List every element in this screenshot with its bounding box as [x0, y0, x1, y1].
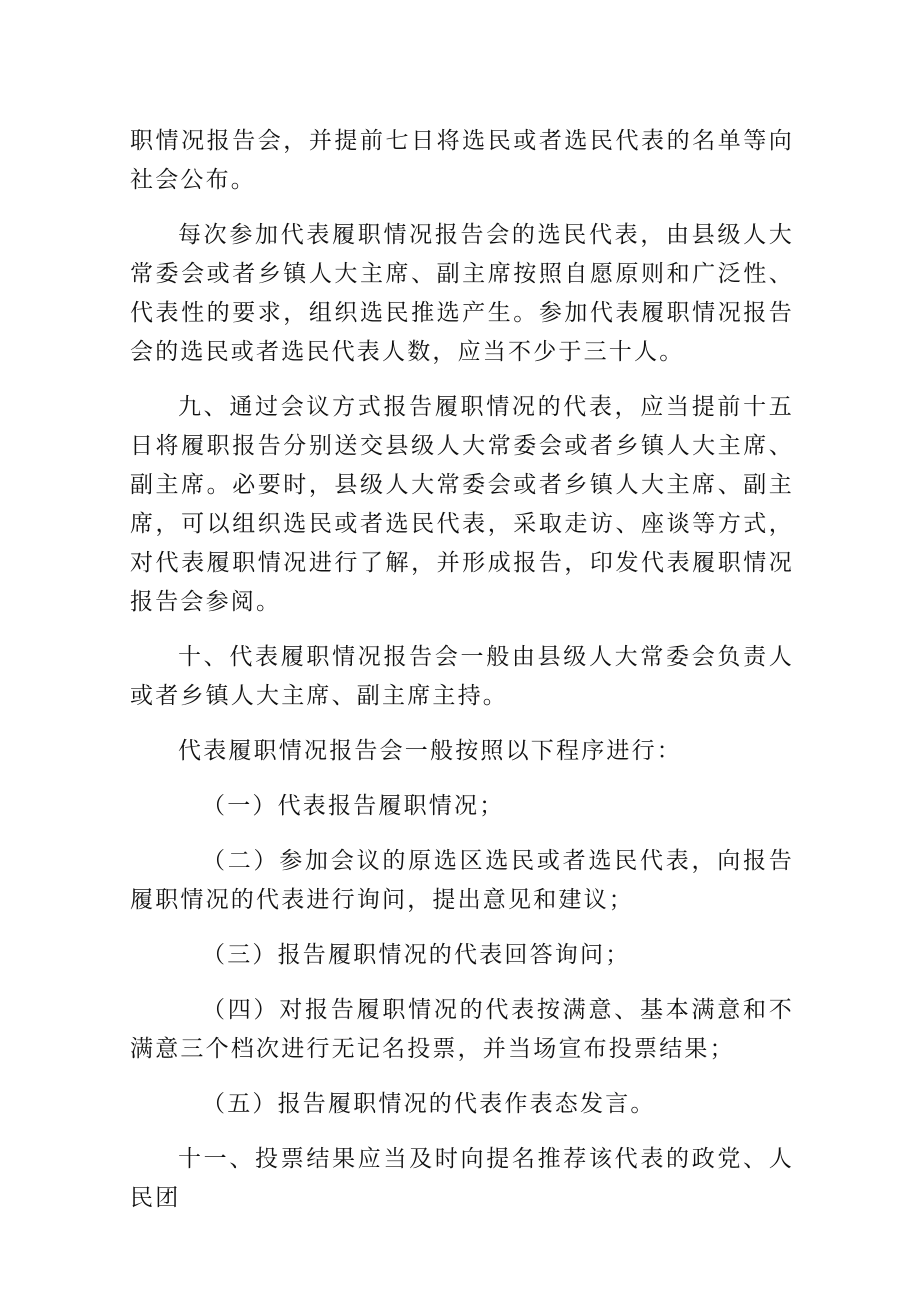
- paragraph-procedure-item-3: （三）报告履职情况的代表回答询问；: [202, 942, 631, 968]
- paragraph-article-11: 十一、投票结果应当及时向提名推荐该代表的政党、人民团: [130, 1146, 794, 1211]
- paragraph-procedure-item-1: （一）代表报告履职情况；: [202, 793, 505, 819]
- paragraph-article-10: 十、代表履职情况报告会一般由县级人大常委会负责人或者乡镇人大主席、副主席主持。: [130, 644, 794, 709]
- paragraph-voter-representatives: 每次参加代表履职情况报告会的选民代表，由县级人大常委会或者乡镇人大主席、副主席按照自愿原则和广泛性、代表性的要求，组织选民推选产生。参加代表履职情况报告会的选民或者选民代表人数，应当不少于三十人。: [130, 222, 794, 365]
- paragraph-article-9: 九、通过会议方式报告履职情况的代表，应当提前十五日将履职报告分别送交县级人大常委会或者乡镇人大主席、副主席。必要时，县级人大常委会或者乡镇人大主席、副主席，可以组织选民或者选民代表，采取走访、座谈等方式，对代表履职情况进行了解，并形成报告，印发代表履职情况报告会参阅。: [130, 394, 794, 615]
- paragraph-procedure-intro: 代表履职情况报告会一般按照以下程序进行：: [178, 738, 682, 764]
- paragraph-continuation: 职情况报告会，并提前七日将选民或者选民代表的名单等向社会公布。: [130, 128, 794, 193]
- paragraph-procedure-item-2: （二）参加会议的原选区选民或者选民代表，向报告履职情况的代表进行询问，提出意见和建议；: [130, 848, 794, 913]
- paragraph-procedure-item-5: （五）报告履职情况的代表作表态发言。: [202, 1091, 656, 1117]
- document-body: [130, 122, 794, 1234]
- paragraph-procedure-item-4: （四）对报告履职情况的代表按满意、基本满意和不满意三个档次进行无记名投票，并当场宣布投票结果；: [130, 997, 794, 1062]
